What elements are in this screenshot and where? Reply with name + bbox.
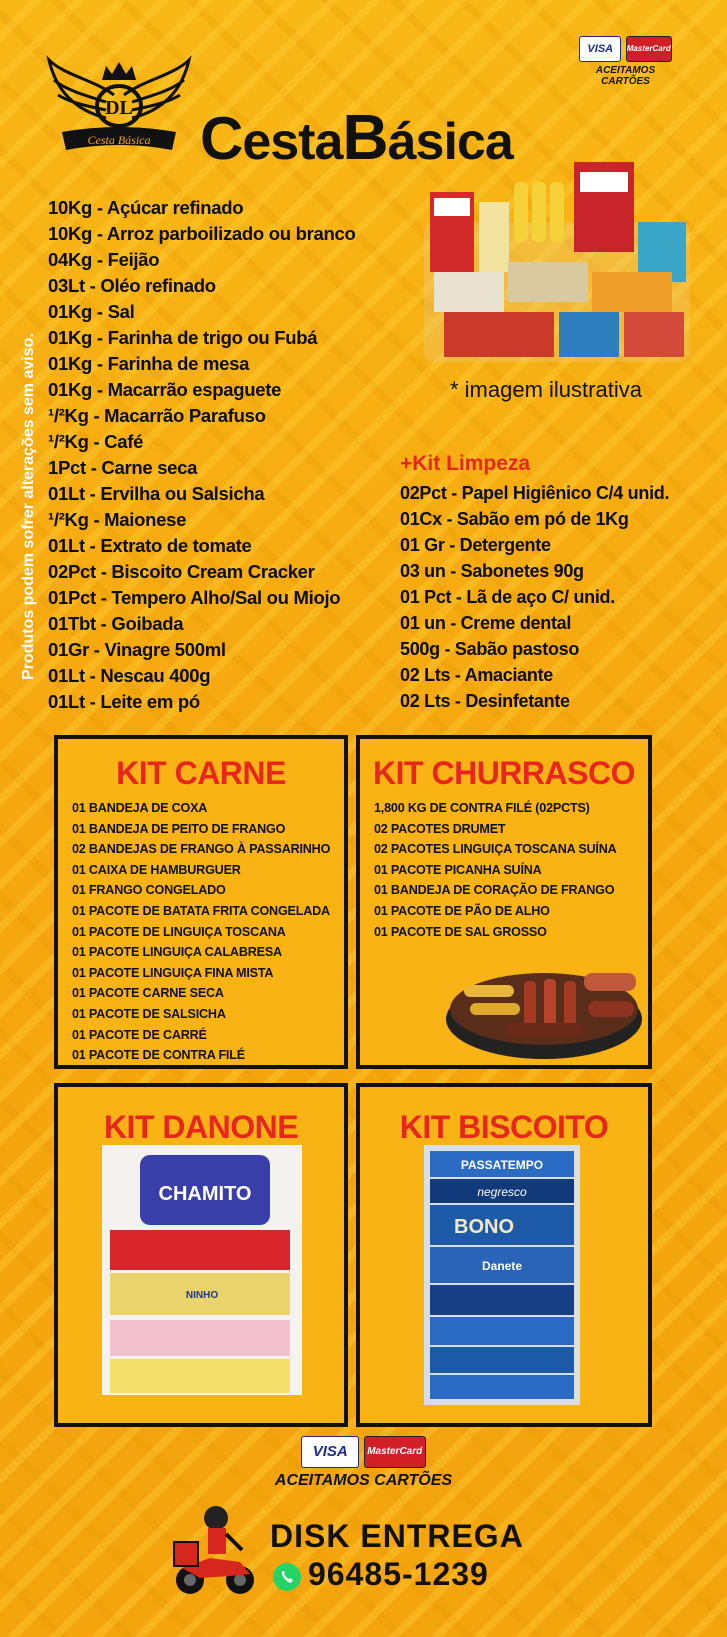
list-item: 01 PACOTE DE CARRÉ <box>72 1027 207 1042</box>
visa-card-icon: VISA <box>579 36 621 62</box>
list-item: 01Tbt - Goibada <box>48 613 184 634</box>
list-item: 01 PACOTE DE PÃO DE ALHO <box>374 903 550 918</box>
list-item: 02Pct - Papel Higiênico C/4 unid. <box>400 483 670 503</box>
list-item: 01Kg - Farinha de mesa <box>48 353 250 374</box>
list-item: 02 PACOTES LINGUIÇA TOSCANA SUÍNA <box>374 842 617 857</box>
list-item: 01Gr - Vinagre 500ml <box>48 639 226 660</box>
list-item: 500g - Sabão pastoso <box>400 639 580 659</box>
list-item: 01 PACOTE DE BATATA FRITA CONGELADA <box>72 903 330 918</box>
list-item: 01Kg - Farinha de trigo ou Fubá <box>48 327 318 348</box>
pack-label: negresco <box>477 1185 527 1199</box>
list-item: 03Lt - Oléo refinado <box>48 275 216 296</box>
pack-label: PASSATEMPO <box>460 1158 544 1172</box>
list-item: ¹/²Kg - Macarrão Parafuso <box>48 405 266 426</box>
list-item: ¹/²Kg - Maionese <box>48 509 187 530</box>
list-item: 10Kg - Açúcar refinado <box>48 197 244 218</box>
list-item: 01Lt - Leite em pó <box>48 691 200 712</box>
logo-caption: Cesta Básica <box>87 133 151 147</box>
disk-entrega-label: DISK ENTREGA <box>270 1518 524 1554</box>
list-item: 01 BANDEJA DE COXA <box>72 801 208 815</box>
kit-carne-title: KIT CARNE <box>116 755 286 791</box>
kit-carne-box <box>54 735 348 1069</box>
mastercard-icon: MasterCard <box>626 36 672 62</box>
list-item: 01 BANDEJA DE CORAÇÃO DE FRANGO <box>374 883 615 898</box>
title-first-letter: C <box>200 105 243 172</box>
title-rest: ásica <box>387 113 513 171</box>
biscuit-kit-photo <box>424 1145 580 1405</box>
whatsapp-icon <box>272 1562 302 1592</box>
list-item: 01 CAIXA DE HAMBURGUER <box>72 862 241 877</box>
list-item: 01Kg - Sal <box>48 301 135 322</box>
list-item: 03 un - Sabonetes 90g <box>400 561 584 581</box>
phone-number[interactable]: 96485-1239 <box>308 1556 489 1592</box>
list-item: 10Kg - Arroz parboilizado ou branco <box>48 223 356 244</box>
list-item: 02 PACOTES DRUMET <box>374 821 506 836</box>
list-item: 01Pct - Tempero Alho/Sal ou Miojo <box>48 587 341 608</box>
list-item: 01 Pct - Lã de aço C/ unid. <box>400 587 615 607</box>
ninho-label: NINHO <box>185 1290 219 1301</box>
list-item: 01Cx - Sabão em pó de 1Kg <box>400 509 629 529</box>
list-item: 01Kg - Macarrão espaguete <box>48 379 282 400</box>
title-first: esta <box>242 113 343 171</box>
list-item: 01Lt - Ervilha ou Salsicha <box>48 483 265 504</box>
list-item: 1Pct - Carne seca <box>48 457 198 478</box>
kit-churrasco-box <box>356 735 652 1069</box>
wings-crown-logo-icon <box>44 40 194 170</box>
list-item: 01 PACOTE DE LINGUIÇA TOSCANA <box>72 924 286 939</box>
chamito-label: CHAMITO <box>158 1183 252 1205</box>
basic-items-list <box>48 195 355 715</box>
list-item: 01 FRANGO CONGELADO <box>72 883 226 898</box>
list-item: 01 PACOTE DE SAL GROSSO <box>374 924 547 939</box>
list-item: ¹/²Kg - Café <box>48 431 144 452</box>
list-item: 01 PACOTE DE CONTRA FILÉ <box>72 1048 245 1063</box>
accept-cards-label: ACEITAMOS CARTÕES <box>595 65 656 87</box>
list-item: 02Pct - Biscoito Cream Cracker <box>48 561 315 582</box>
visa-card-icon: VISA <box>301 1436 359 1468</box>
kit-biscoito-title: KIT BISCOITO <box>399 1109 609 1145</box>
photo-caption: * imagem ilustrativa <box>450 377 642 402</box>
pack-label: BONO <box>454 1216 514 1238</box>
list-item: 01 PACOTE CARNE SECA <box>72 986 224 1001</box>
kit-limpeza-list <box>400 480 669 714</box>
pack-label: Danete <box>481 1259 523 1273</box>
list-item: 02 Lts - Amaciante <box>400 665 553 685</box>
kit-limpeza-title: +Kit Limpeza <box>400 452 531 475</box>
accepted-cards-top <box>578 36 673 87</box>
delivery-motorcycle-icon <box>170 1500 258 1600</box>
list-item: 02 Lts - Desinfetante <box>400 691 570 711</box>
list-item: 01 un - Creme dental <box>400 613 572 633</box>
list-item: 01 Gr - Detergente <box>400 535 551 555</box>
list-item: 01Lt - Extrato de tomate <box>48 535 252 556</box>
title-b: B <box>342 101 388 173</box>
accept-cards-label: ACEITAMOS CARTÕES <box>274 1472 453 1489</box>
list-item: 02 BANDEJAS DE FRANGO À PASSARINHO <box>72 842 331 857</box>
vertical-notice: Produtos podem sofrer alterações sem aviso. <box>20 333 37 680</box>
kit-danone-title: KIT DANONE <box>103 1109 299 1145</box>
kit-churrasco-title: KIT CHURRASCO <box>373 755 635 791</box>
kit-biscoito-box <box>356 1083 652 1427</box>
kit-danone-box <box>54 1083 348 1427</box>
list-item: 01Lt - Nescau 400g <box>48 665 211 686</box>
groceries-photo <box>424 162 690 370</box>
list-item: 01 PACOTE PICANHA SUÍNA <box>374 862 542 877</box>
list-item: 01 PACOTE DE SALSICHA <box>72 1006 226 1021</box>
list-item: 1,800 KG DE CONTRA FILÉ (02PCTS) <box>374 801 590 815</box>
kit-churrasco-list <box>360 798 648 942</box>
grill-icon <box>444 951 644 1061</box>
list-item: 01 PACOTE LINGUIÇA CALABRESA <box>72 945 282 960</box>
logo-monogram: DL <box>105 97 133 119</box>
list-item: 01 PACOTE LINGUIÇA FINA MISTA <box>72 965 274 980</box>
accepted-cards-bottom <box>0 1436 727 1490</box>
yogurt-kit-photo <box>102 1145 302 1395</box>
mastercard-icon: MasterCard <box>364 1436 426 1468</box>
list-item: 01 BANDEJA DE PEITO DE FRANGO <box>72 821 286 836</box>
kit-carne-list <box>58 798 344 1066</box>
list-item: 04Kg - Feijão <box>48 249 160 270</box>
